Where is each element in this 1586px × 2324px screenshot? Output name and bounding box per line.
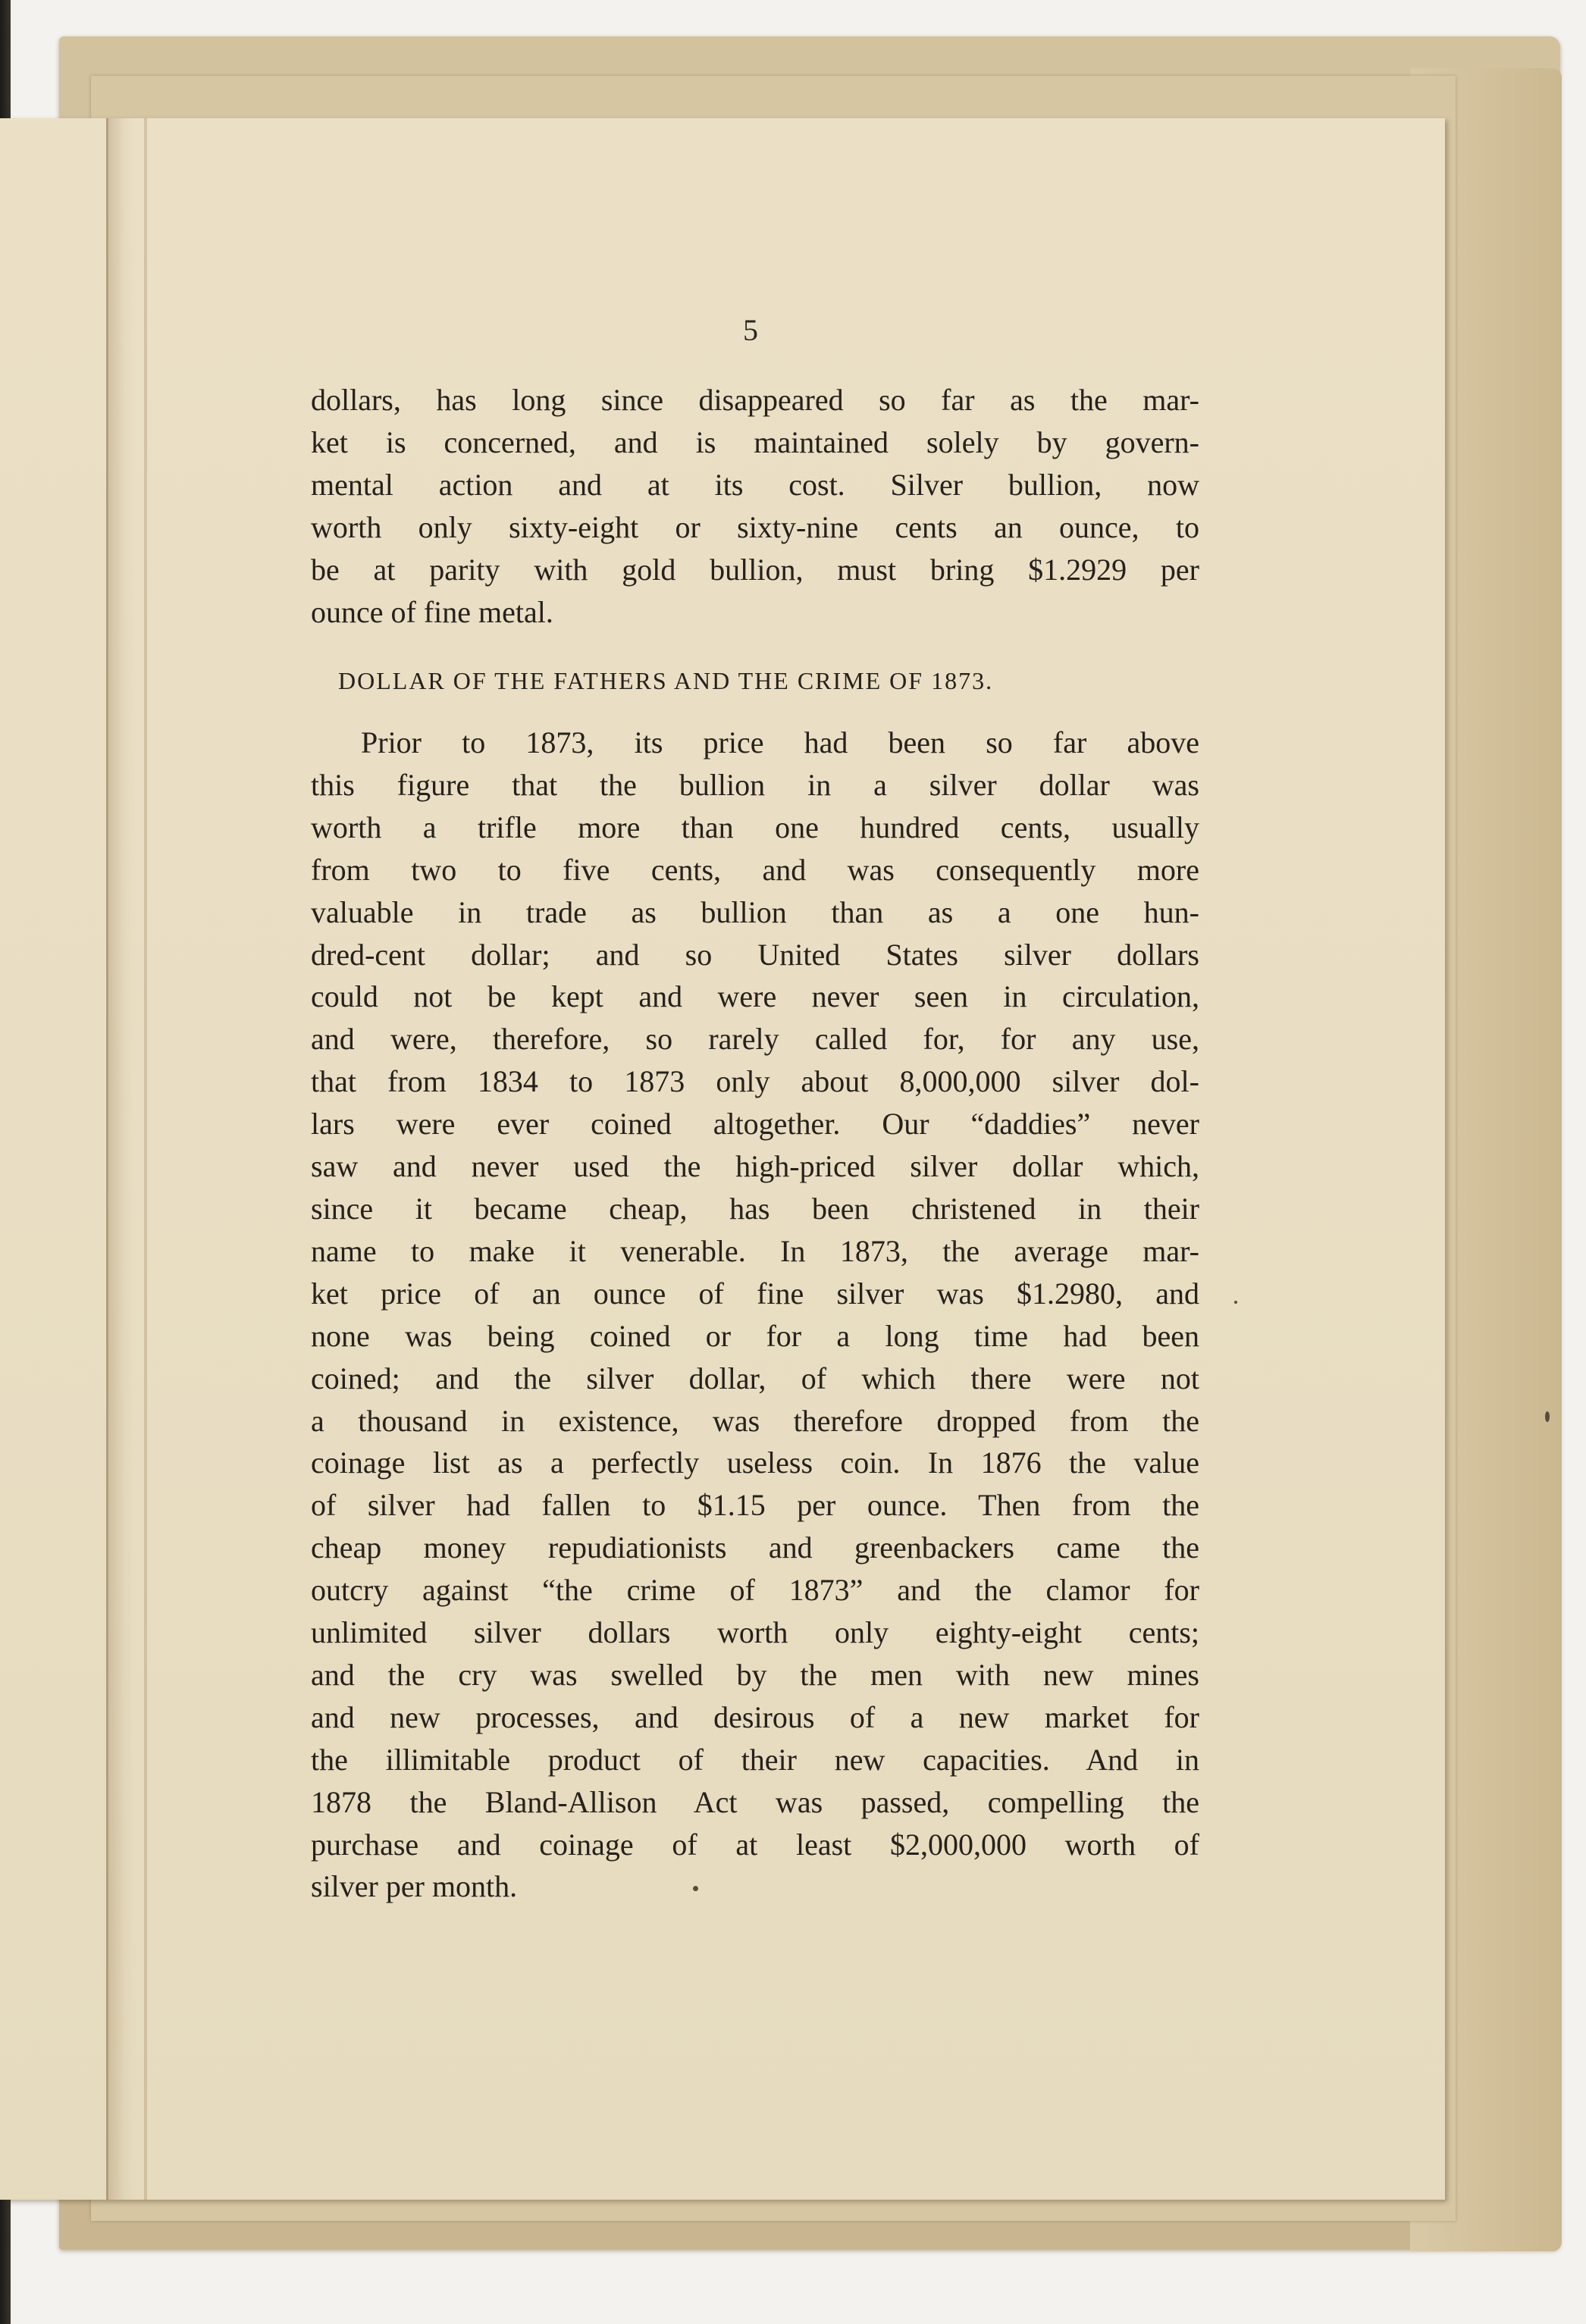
paper-speck — [1545, 1411, 1550, 1422]
text-line: worth only sixty-eight or sixty-nine cents an ounce, to — [311, 509, 1199, 544]
text-line: worth a trifle more than one hundred cents, usually — [311, 810, 1199, 844]
text-line: 1878 the Bland-Allison Act was passed, compelling the — [311, 1784, 1199, 1819]
text-line: and the cry was swelled by the men with new mines — [311, 1657, 1199, 1692]
paragraph-body — [311, 722, 1199, 1908]
text-line: name to make it venerable. In 1873, the average mar- — [311, 1233, 1199, 1268]
text-line: coined; and the silver dollar, of which there were not — [311, 1361, 1199, 1395]
text-line: this figure that the bullion in a silver dollar was — [311, 767, 1199, 802]
text-line: dollars, has long since disappeared so far as the mar- — [311, 383, 1199, 417]
text-line: of silver had fallen to $1.15 per ounce. Then from the — [311, 1488, 1199, 1523]
text-line: unlimited silver dollars worth only eighty-eight cents; — [311, 1615, 1199, 1650]
text-line: the illimitable product of their new capacities. And in — [311, 1742, 1199, 1777]
text-line: and were, therefore, so rarely called for, for any use, — [311, 1022, 1199, 1057]
text-line: purchase and coinage of at least $2,000,000 worth of — [311, 1827, 1199, 1862]
text-line: none was being coined or for a long time had been — [311, 1318, 1199, 1353]
text-line: coinage list as a perfectly useless coin. In 1876 the value — [311, 1445, 1199, 1480]
text-line: silver per month. — [311, 1869, 518, 1904]
text-line: dred-cent dollar; and so United States silver dollars — [311, 937, 1199, 972]
text-line: ket price of an ounce of fine silver was $1.2980, and — [311, 1276, 1199, 1311]
text-line: mental action and at its cost. Silver bullion, now — [311, 467, 1199, 502]
text-line: saw and never used the high-priced silver dollar which, — [311, 1149, 1199, 1184]
text-line: cheap money repudiationists and greenbackers came the — [311, 1530, 1199, 1565]
page-gutter — [106, 118, 136, 2200]
text-line: from two to five cents, and was consequently more — [311, 852, 1199, 887]
text-line: lars were ever coined altogether. Our “daddies” never — [311, 1107, 1199, 1142]
text-line: and new processes, and desirous of a new market for — [311, 1699, 1199, 1734]
text-line: valuable in trade as bullion than as a one hun- — [311, 894, 1199, 929]
text-line: Prior to 1873, its price had been so far above — [361, 725, 1199, 760]
page-fold — [144, 118, 147, 2200]
text-line: ounce of fine metal. — [311, 594, 553, 629]
page-number: 5 — [743, 313, 758, 347]
paper-speck — [693, 1886, 698, 1891]
text-line: be at parity with gold bullion, must bring $1.2929 per — [311, 552, 1199, 587]
paper-speck — [1234, 1301, 1237, 1304]
text-line: a thousand in existence, was therefore dropped from the — [311, 1403, 1199, 1438]
section-heading: DOLLAR OF THE FATHERS AND THE CRIME OF 1873. — [338, 667, 994, 694]
text-line: could not be kept and were never seen in circulation, — [311, 979, 1199, 1014]
text-line: ket is concerned, and is maintained solely by govern- — [311, 424, 1199, 459]
paragraph-continuation — [311, 379, 1199, 633]
text-line: outcry against “the crime of 1873” and the clamor for — [311, 1573, 1199, 1608]
text-line: since it became cheap, has been christened in their — [311, 1191, 1199, 1226]
text-line: that from 1834 to 1873 only about 8,000,000 silver dol- — [311, 1064, 1199, 1099]
